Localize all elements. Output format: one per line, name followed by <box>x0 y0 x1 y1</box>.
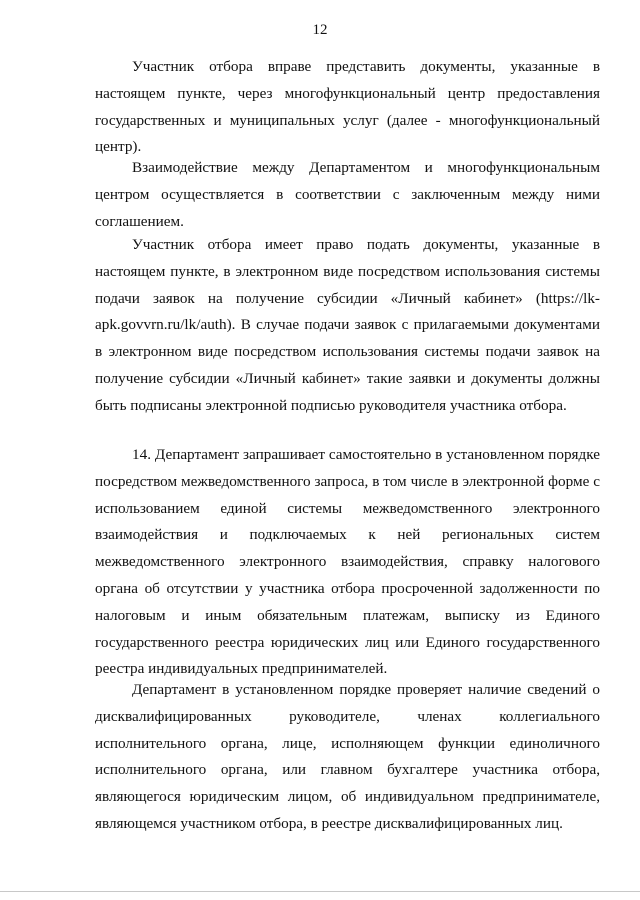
page-bottom-edge <box>0 891 640 892</box>
paragraph-mfc-submission: Участник отбора вправе представить документы, указанные в настоящем пункте, через многофункциональный центр предоставления государственных и муниципальных услуг (далее - многофункциональный центр). <box>95 58 600 156</box>
paragraph-mfc-interaction: Взаимодействие между Департаментом и многофункциональным центром осуществляется в соответствии с заключенным между ними соглашением. <box>95 159 600 230</box>
paragraph-electronic-submission: Участник отбора имеет право подать документы, указанные в настоящем пункте, в электронном виде посредством использования системы подачи заявок на получение субсидии «Личный кабинет» (https://lk-apk.govvrn.ru/lk/auth). В случае подачи заявок с прилагаемыми документами в электронном виде посредством использования системы подачи заявок на получение субсидии «Личный кабинет» такие заявки и документы должны быть подписаны электронной подписью руководителя участника отбора. <box>95 236 600 414</box>
paragraph-item-14: 14. Департамент запрашивает самостоятельно в установленном порядке посредством межведомственного запроса, в том числе в электронной форме с использованием единой системы межведомственного электронного взаимодействия и подключаемых к ней региональных систем межведомственного электронного взаимодействия, справку налогового органа об отсутствии у участника отбора просроченной задолженности по налоговым и иным обязательным платежам, выписку из Единого государственного реестра юридических лиц или Единого государственного реестра индивидуальных предпринимателей. <box>95 446 600 678</box>
paragraph-disqualified-check: Департамент в установленном порядке проверяет наличие сведений о дисквалифицированных руководителе, членах коллегиального исполнительного органа, лице, исполняющем функции единоличного исполнительного органа, или главном бухгалтере участника отбора, являющегося юридическим лицом, об индивидуальном предпринимателе, являющемся участником отбора, в реестре дисквалифицированных лиц. <box>95 681 600 832</box>
page-number: 12 <box>312 22 328 38</box>
